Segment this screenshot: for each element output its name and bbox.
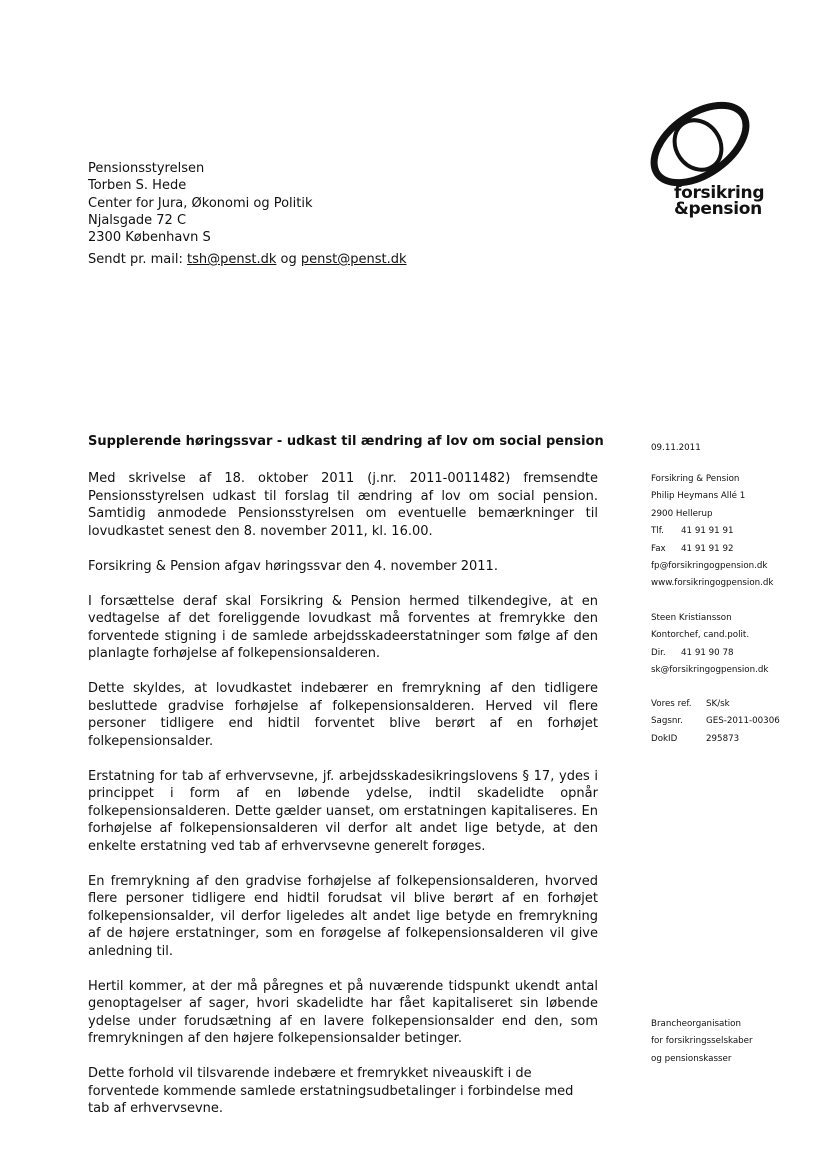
email-link-1[interactable]: tsh@penst.dk [187, 252, 277, 267]
recipient-address [88, 160, 313, 246]
footer-line: og pensionskasser [651, 1053, 732, 1064]
sender-web[interactable]: www.forsikringogpension.dk [651, 578, 774, 589]
person-title: Kontorchef, cand.polit. [651, 630, 750, 641]
sender-city: 2900 Hellerup [651, 508, 713, 519]
recipient-line: Njalsgade 72 C [88, 212, 187, 228]
footer-line: for forsikringsselskaber [651, 1036, 753, 1047]
recipient-line: Center for Jura, Økonomi og Politik [88, 195, 313, 211]
body-paragraph: Dette skyldes, at lovudkastet indebærer en fremrykning af den tidligere besluttede gradvise forhøjelse af folkepensionsalderen. Herved vil flere personer tidligere end hidtil forventet blive berørt af en forhøjet folkepensionsalder. [88, 681, 598, 749]
sent-by-mail [88, 252, 407, 267]
sender-org: Forsikring & Pension [651, 474, 740, 484]
sender-fax: Fax 41 91 91 92 [651, 543, 734, 554]
sender-contact [651, 471, 773, 593]
logo-line-2: &pension [674, 199, 762, 219]
recipient-line: Pensionsstyrelsen [88, 161, 205, 176]
letter-date: 09.11.2011 [651, 443, 701, 453]
recipient-line: Torben S. Hede [88, 178, 187, 194]
contact-person [651, 610, 768, 680]
body-paragraph: Erstatning for tab af erhvervsevne, jf. arbejdsskadesikringslovens § 17, ydes i princippet i form af en løbende ydelse, indtil skadelidte opnår folkepensionsalderen. Dette gælder uanset, om erstatningen kapitaliseres. En forhøjelse af folkepensionsalderen vil derfor alt andet lige betyde, at den enkelte erstatning ved tab af erhvervsevne generelt forøges. [88, 768, 598, 854]
sent-prefix: Sendt pr. mail: [88, 252, 183, 267]
logo-line-1: forsikring [674, 183, 765, 203]
sender-phone: Tlf. 41 91 91 91 [651, 526, 734, 537]
sender-street: Philip Heymans Allé 1 [651, 491, 746, 502]
dokid-row: DokID 295873 [651, 733, 740, 744]
body-paragraph: Med skrivelse af 18. oktober 2011 (j.nr. 2011-0011482) fremsendte Pensionsstyrelsen udkast til forslag til ændring af lov om social pension. Samtidig anmodede Pensionsstyrelsen om eventuelle bemærkninger til lovudkastet senest den 8. november 2011, kl. 16.00. [88, 471, 598, 539]
body-paragraph: Dette forhold vil tilsvarende indebære et fremrykket niveauskift i de forventede kommende samlede erstatningsudbetalinger i forbindelse med tab af erhvervsevne. [88, 1066, 574, 1116]
person-name: Steen Kristiansson [651, 613, 732, 623]
sent-conjunction: og [280, 252, 297, 267]
body-paragraph: I forsættelse deraf skal Forsikring & Pension hermed tilkendegive, at en vedtagelse af det foreliggende lovudkast må forventes at fremrykke den forventede stigning i de samlede arbejdsskadeerstatninger som følge af den planlagte forhøjelse af folkepensionsalderen. [88, 593, 598, 661]
letter-body [88, 470, 598, 1135]
logo-wordmark [674, 185, 764, 217]
body-paragraph: Hertil kommer, at der må påregnes et på nuværende tidspunkt ukendt antal genoptagelser af sager, hvori skadelidte har fået kapitaliseret sin løbende ydelse under forudsætning af en lavere folkepensionsalder end den, som fremrykningen af den højere folkepensionsalder betinger. [88, 978, 598, 1046]
letter-subject: Supplerende høringssvar - udkast til ændring af lov om social pension [88, 434, 604, 449]
body-paragraph: Forsikring & Pension afgav høringssvar den 4. november 2011. [88, 558, 498, 574]
references [651, 696, 780, 748]
recipient-line: 2300 København S [88, 230, 211, 246]
sender-email[interactable]: fp@forsikringogpension.dk [651, 561, 768, 572]
ref-row: Vores ref. SK/sk [651, 699, 730, 709]
footer-organisation [651, 1016, 753, 1068]
footer-line: Brancheorganisation [651, 1019, 741, 1029]
email-link-2[interactable]: penst@penst.dk [300, 252, 407, 267]
sagsnr-row: Sagsnr. GES-2011-00306 [651, 716, 780, 727]
person-direct-phone: Dir. 41 91 90 78 [651, 647, 734, 658]
person-email[interactable]: sk@forsikringogpension.dk [651, 665, 769, 676]
body-paragraph: En fremrykning af den gradvise forhøjelse af folkepensionsalderen, hvorved flere personer tidligere end hidtil forudsat vil blive berørt af en forhøjet folkepensionsalder, vil derfor ligeledes alt andet lige betyde en fremrykning af de højere erstatninger, som en forøgelse af folkepensionsalderen vil give anledning til. [88, 873, 598, 959]
